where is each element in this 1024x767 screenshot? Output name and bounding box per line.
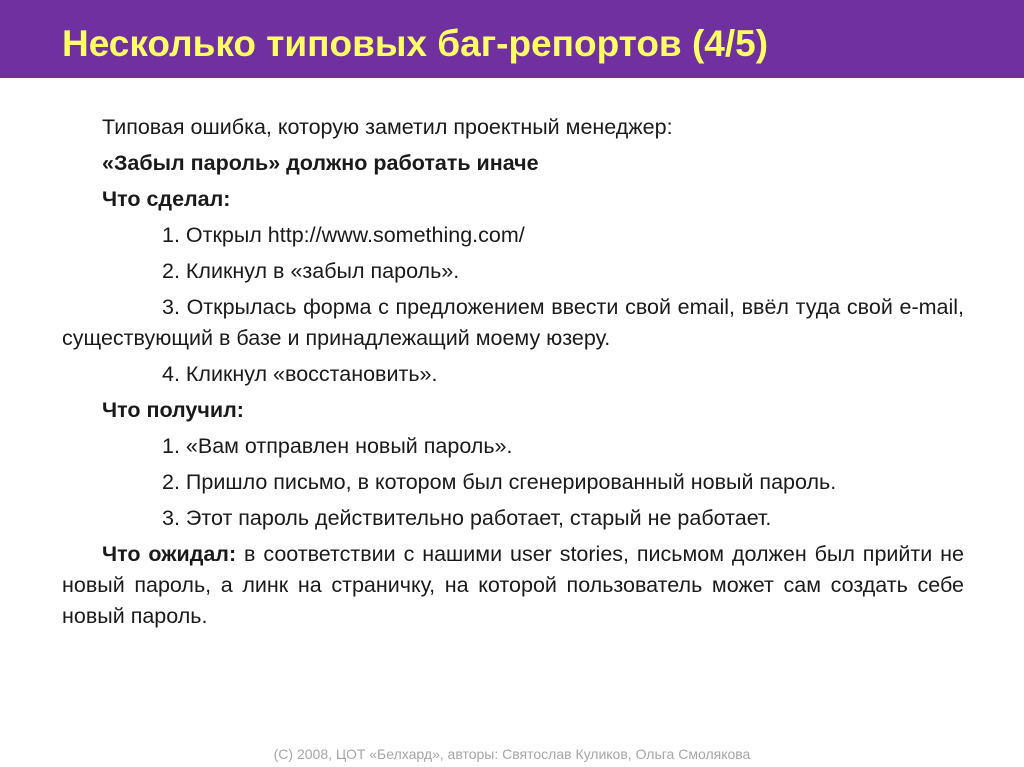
step-item: 2. Кликнул в «забыл пароль».: [162, 259, 460, 283]
actual-item: 1. «Вам отправлен новый пароль».: [162, 434, 513, 458]
expected-paragraph: [62, 539, 964, 632]
expected-text: в соответствии с нашими user stories, письмом должен был прийти не новый пароль, а линк на страничку, на которой пользователь может сам создать себе новый пароль.: [62, 542, 964, 628]
slide-title: Несколько типовых баг-репортов (4/5): [62, 23, 769, 64]
actual-item: 2. Пришло письмо, в котором был сгенерированный новый пароль.: [162, 470, 837, 494]
step-item: 4. Кликнул «восстановить».: [162, 362, 438, 386]
step-item: 3. Открылась форма с предложением ввести свой email, ввёл туда свой e-mail, существующий в базе и принадлежащий моему юзеру.: [62, 295, 964, 350]
actual-item: 3. Этот пароль действительно работает, старый не работает.: [162, 506, 772, 530]
bug-summary: «Забыл пароль» должно работать иначе: [102, 151, 539, 175]
footer-copyright: (С) 2008, ЦОТ «Белхард», авторы: Святослав Куликов, Ольга Смолякова: [273, 746, 751, 762]
intro-text: Типовая ошибка, которую заметил проектный менеджер:: [102, 115, 673, 139]
expected-heading: Что ожидал:: [102, 542, 237, 566]
actual-heading: Что получил:: [102, 398, 244, 422]
title-bar: [0, 0, 1024, 78]
steps-heading: Что сделал:: [102, 187, 231, 211]
slide-content: [62, 112, 964, 637]
step-item: 1. Открыл http://www.something.com/: [162, 223, 525, 247]
